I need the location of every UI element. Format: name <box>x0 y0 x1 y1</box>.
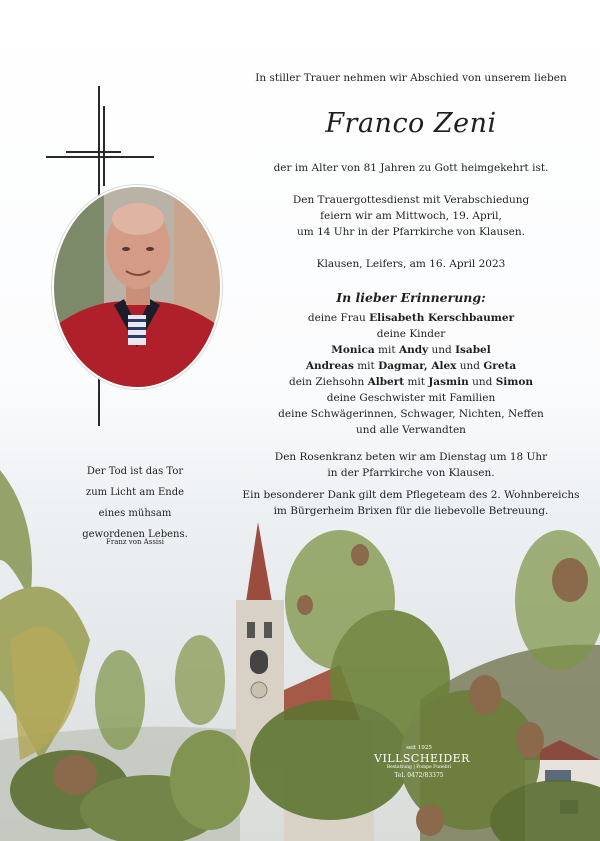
funeral-home-logo <box>374 745 470 780</box>
mourner-line: Andreas mit Dagmar, Alex und Greta <box>305 360 517 372</box>
mourner-line: Monica mit Andy und Isabel <box>331 344 491 356</box>
quote-line: eines mühsam <box>98 508 172 519</box>
memory-heading: In lieber Erinnerung: <box>336 290 486 305</box>
funeral-service-info <box>238 192 584 240</box>
thanks-line: Ein besonderer Dank gilt dem Pflegeteam des 2. Wohnbereichs <box>242 489 580 501</box>
mourner-line: deine Schwägerinnen, Schwager, Nichten, Neffen <box>278 408 544 420</box>
thanks-text <box>238 487 584 519</box>
deceased-name: Franco Zeni <box>325 108 497 139</box>
mourner-line: deine Kinder <box>376 328 446 340</box>
quote <box>70 461 200 545</box>
quote-line: zum Licht am Ende <box>85 487 185 498</box>
age-line: der im Alter von 81 Jahren zu Gott heimgekehrt ist. <box>273 162 549 174</box>
mourner-line: deine Frau Elisabeth Kerschbaumer <box>307 312 515 324</box>
service-line: feiern wir am Mittwoch, 19. April, <box>320 210 502 222</box>
logo-brand: VILLSCHEIDER <box>374 752 470 765</box>
rosary-line: in der Pfarrkirche von Klausen. <box>327 467 495 479</box>
rosary-info <box>238 449 584 481</box>
mourners-list <box>238 310 584 438</box>
quote-line: Der Tod ist das Tor <box>86 466 184 477</box>
logo-phone: Tel. 0472/83375 <box>394 772 444 779</box>
thanks-line: im Bürgerheim Brixen für die liebevolle Betreuung. <box>273 505 549 517</box>
mourner-line: dein Ziehsohn Albert mit Jasmin und Simon <box>288 376 534 388</box>
logo-subtitle: Bestattung | Pompe Funebri <box>386 765 452 770</box>
service-line: Den Trauergottesdienst mit Verabschiedung <box>292 194 530 206</box>
quote-author: Franz von Assisi <box>105 538 164 546</box>
mourner-line: und alle Verwandten <box>356 424 466 436</box>
logo-established: seit 1925 <box>406 745 432 751</box>
rosary-line: Den Rosenkranz beten wir am Dienstag um 18 Uhr <box>274 451 548 463</box>
intro-text: In stiller Trauer nehmen wir Abschied von unserem lieben <box>255 72 567 84</box>
service-line: um 14 Uhr in der Pfarrkirche von Klausen. <box>297 226 525 238</box>
portrait-photo <box>52 185 222 389</box>
place-date: Klausen, Leifers, am 16. April 2023 <box>316 258 506 270</box>
quote-line: gewordenen Lebens. <box>82 529 188 540</box>
mourner-line: deine Geschwister mit Familien <box>326 392 496 404</box>
